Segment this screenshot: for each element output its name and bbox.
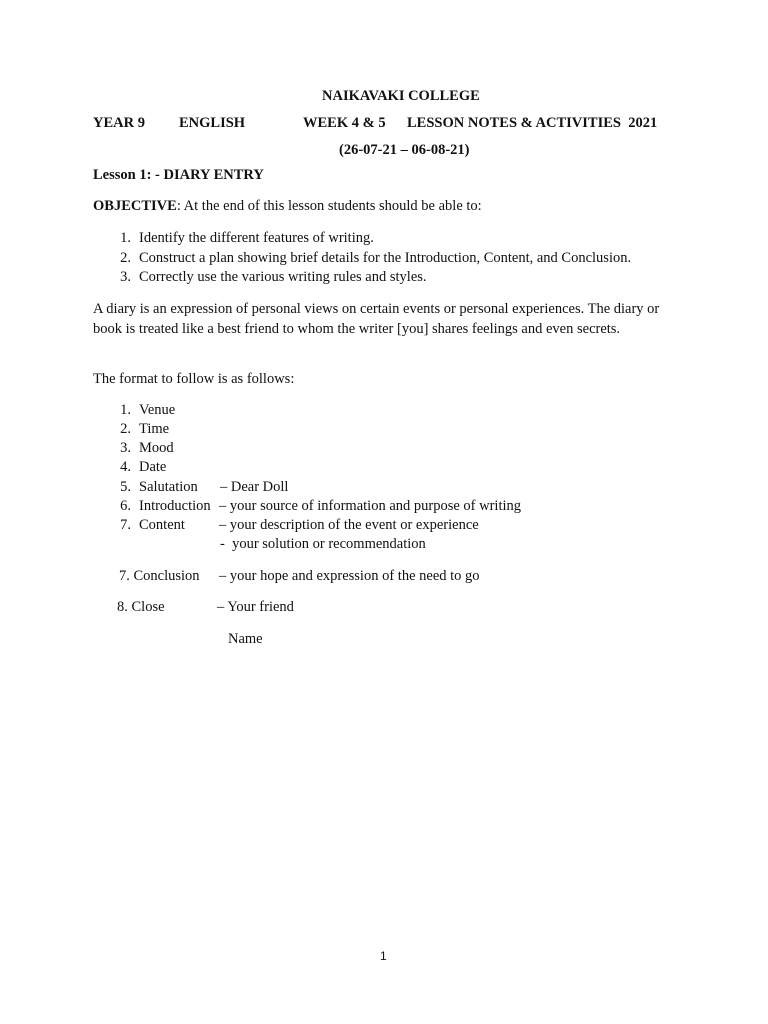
page-number: 1 (380, 949, 387, 963)
objective-label: OBJECTIVE (93, 198, 177, 214)
school-name: NAIKAVAKI COLLEGE (322, 88, 480, 104)
objective-item-number: 3. (120, 269, 131, 285)
format-item-number: 6. (120, 498, 131, 514)
intro-paragraph: A diary is an expression of personal views on certain events or personal experiences. The diary or book is treated like a best friend to whom the writer [you] shares feelings and even secrets. (93, 301, 660, 337)
objective-line (93, 198, 482, 215)
format-item-desc: – your source of information and purpose of writing (219, 498, 522, 514)
close-desc: – Your friend (217, 599, 294, 615)
format-item-label: Time (139, 421, 170, 437)
year-label: YEAR 9 (93, 115, 145, 131)
format-item-label: Salutation (139, 479, 198, 495)
objective-item: Identify the different features of writing. (139, 230, 374, 246)
format-item-label: Venue (139, 402, 176, 418)
format-item-number: 1. (120, 402, 131, 418)
date-range: (26-07-21 – 06-08-21) (339, 142, 470, 158)
conclusion-label: 7. Conclusion (119, 568, 200, 584)
format-item-label: Introduction (139, 498, 211, 514)
format-item-label: Mood (139, 440, 174, 456)
objective-item-number: 2. (120, 250, 131, 266)
notes-title: LESSON NOTES & ACTIVITIES 2021 (407, 115, 658, 131)
format-item-label: Date (139, 459, 167, 475)
close-label: 8. Close (117, 599, 165, 615)
format-item-number: 2. (120, 421, 131, 437)
format-intro: The format to follow is as follows: (93, 371, 295, 387)
subject-label: ENGLISH (179, 115, 246, 131)
format-item-number: 3. (120, 440, 131, 456)
objective-item: Construct a plan showing brief details for the Introduction, Content, and Conclusion. (139, 250, 632, 266)
objective-text: : At the end of this lesson students should be able to: (176, 198, 482, 214)
format-item-number: 5. (120, 479, 131, 495)
objective-item-number: 1. (120, 230, 131, 246)
close-name: Name (228, 631, 263, 647)
format-item-desc: – Dear Doll (220, 479, 289, 495)
conclusion-desc: – your hope and expression of the need to go (219, 568, 480, 584)
objective-item: Correctly use the various writing rules and styles. (139, 269, 427, 285)
format-item-label: Content (139, 517, 185, 533)
week-label: WEEK 4 & 5 (303, 115, 386, 131)
format-item-number: 4. (120, 459, 131, 475)
lesson-title: Lesson 1: - DIARY ENTRY (93, 167, 264, 183)
content-subline: - your solution or recommendation (220, 536, 426, 552)
format-item-number: 7. (120, 517, 131, 533)
format-item-desc: – your description of the event or experience (219, 517, 479, 533)
